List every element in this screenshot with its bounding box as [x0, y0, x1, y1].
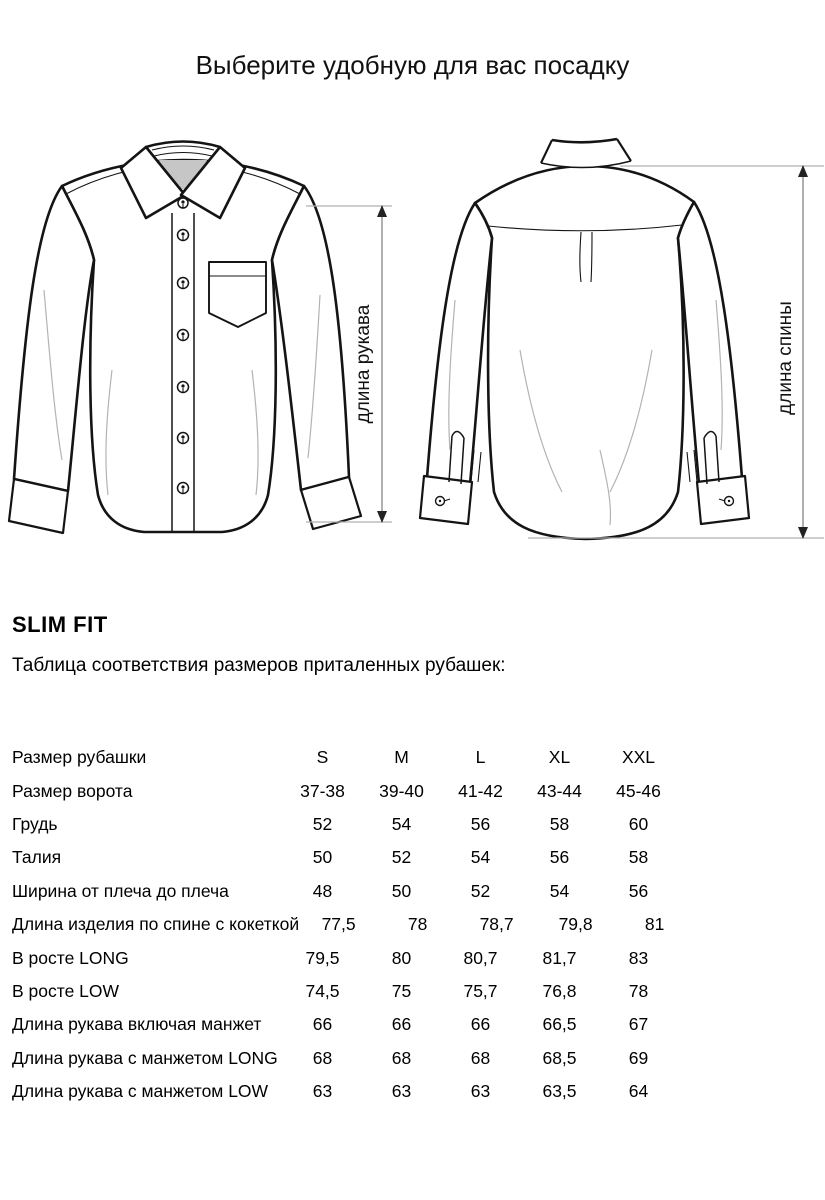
back-right-sleeve: [678, 202, 742, 484]
back-body: [475, 166, 694, 539]
button: [178, 330, 189, 341]
value-cell: 52: [391, 847, 412, 868]
size-cell: M: [394, 747, 409, 768]
value-cell: 63,5: [542, 1081, 577, 1102]
value-cell: 45-46: [616, 780, 661, 801]
value-cell: 52: [470, 880, 491, 901]
value-cell: 58: [549, 813, 570, 834]
size-cell: L: [475, 747, 486, 768]
row-label: В росте LOW: [12, 980, 120, 1001]
value-cell: 80,7: [463, 947, 498, 968]
row-label: Размер ворота: [12, 780, 133, 801]
value-cell: 63: [391, 1081, 412, 1102]
value-cell: 66: [470, 1014, 491, 1035]
row-label: Длина рукава с манжетом LOW: [12, 1081, 269, 1102]
value-cell: 77,5: [321, 914, 356, 935]
value-cell: 75,7: [463, 980, 498, 1001]
value-cell: 50: [391, 880, 412, 901]
value-cell: 39-40: [379, 780, 424, 801]
value-cell: 81,7: [542, 947, 577, 968]
front-body: [62, 160, 304, 532]
button: [178, 198, 188, 208]
value-cell: 56: [549, 847, 570, 868]
value-cell: 63: [470, 1081, 491, 1102]
value-cell: 68: [391, 1047, 412, 1068]
row-label: Талия: [12, 847, 62, 868]
value-cell: 81: [644, 914, 665, 935]
value-cell: 66: [312, 1014, 333, 1035]
row-label: Размер рубашки: [12, 747, 147, 768]
row-label: Ширина от плеча до плеча: [12, 880, 229, 901]
shirt-diagrams: [0, 120, 825, 580]
table-row: [12, 1075, 692, 1108]
value-cell: 54: [391, 813, 412, 834]
value-cell: 83: [628, 947, 649, 968]
value-cell: 41-42: [458, 780, 503, 801]
value-cell: 66,5: [542, 1014, 577, 1035]
section-subtitle: Таблица соответствия размеров приталенных рубашек:: [12, 655, 506, 676]
front-left-sleeve: [14, 186, 94, 491]
table-row: [12, 908, 692, 941]
back-left-sleeve: [427, 203, 492, 484]
value-cell: 68: [312, 1047, 333, 1068]
value-cell: 79,8: [558, 914, 593, 935]
value-cell: 50: [312, 847, 333, 868]
sleeve-length-label: длина рукава: [353, 304, 375, 424]
value-cell: 54: [470, 847, 491, 868]
value-cell: 48: [312, 880, 333, 901]
value-cell: 56: [470, 813, 491, 834]
table-row: [12, 841, 692, 874]
row-label: В росте LONG: [12, 947, 129, 968]
table-header-row: [12, 741, 692, 774]
value-cell: 52: [312, 813, 333, 834]
value-cell: 58: [628, 847, 649, 868]
value-cell: 75: [391, 980, 412, 1001]
table-row: [12, 875, 692, 908]
back-shirt-drawing: [420, 139, 749, 539]
row-label: Грудь: [12, 813, 58, 834]
row-label: Длина изделия по спине с кокеткой: [12, 914, 300, 935]
value-cell: 64: [628, 1081, 649, 1102]
value-cell: 67: [628, 1014, 649, 1035]
front-pocket: [209, 262, 266, 327]
button: [178, 433, 189, 444]
size-cell: S: [316, 747, 329, 768]
value-cell: 68,5: [542, 1047, 577, 1068]
table-row: [12, 808, 692, 841]
row-label: Длина рукава включая манжет: [12, 1014, 262, 1035]
button: [178, 483, 189, 494]
front-right-sleeve: [272, 186, 349, 490]
button: [178, 278, 189, 289]
value-cell: 63: [312, 1081, 333, 1102]
value-cell: 60: [628, 813, 649, 834]
value-cell: 68: [470, 1047, 491, 1068]
value-cell: 78: [628, 980, 649, 1001]
value-cell: 79,5: [305, 947, 340, 968]
value-cell: 78,7: [479, 914, 514, 935]
table-row: [12, 941, 692, 974]
button: [178, 382, 189, 393]
size-cell: XL: [548, 747, 571, 768]
value-cell: 78: [407, 914, 428, 935]
back-length-label: длина спины: [775, 301, 797, 415]
value-cell: 37-38: [300, 780, 345, 801]
value-cell: 43-44: [537, 780, 582, 801]
size-table: [12, 741, 692, 1108]
button: [178, 230, 189, 241]
table-row: [12, 774, 692, 807]
value-cell: 76,8: [542, 980, 577, 1001]
page-title: Выберите удобную для вас посадку: [195, 50, 630, 80]
size-cell: XXL: [621, 747, 656, 768]
table-row: [12, 1008, 692, 1041]
front-shirt-drawing: [9, 142, 361, 534]
row-label: Длина рукава с манжетом LONG: [12, 1047, 278, 1068]
section-heading: SLIM FIT: [12, 612, 108, 637]
table-row: [12, 1042, 692, 1075]
value-cell: 66: [391, 1014, 412, 1035]
value-cell: 54: [549, 880, 570, 901]
value-cell: 80: [391, 947, 412, 968]
back-collar: [541, 139, 631, 168]
value-cell: 69: [628, 1047, 649, 1068]
value-cell: 56: [628, 880, 649, 901]
value-cell: 74,5: [305, 980, 340, 1001]
table-row: [12, 975, 692, 1008]
